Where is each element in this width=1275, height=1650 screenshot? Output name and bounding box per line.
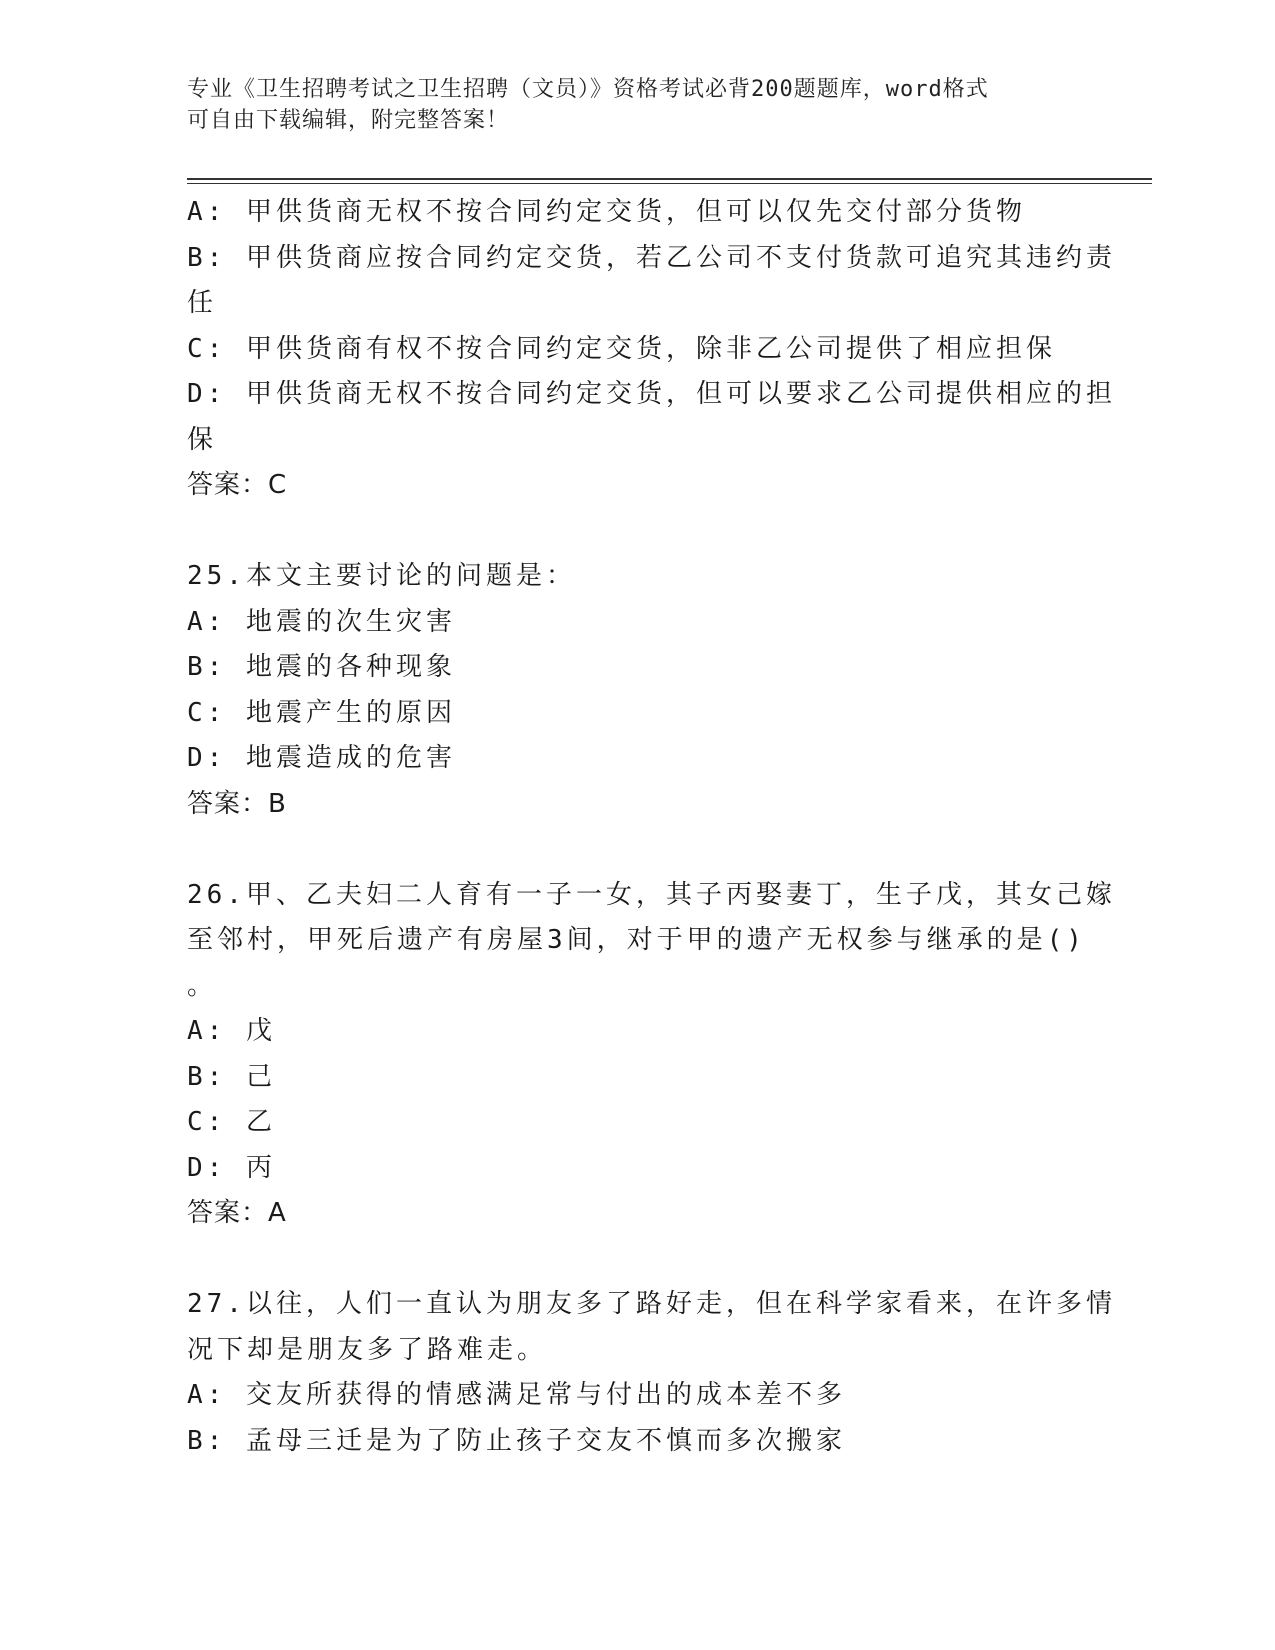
q24-option-b: B: 甲供货商应按合同约定交货，若乙公司不支付货款可追究其违约责 (187, 242, 1116, 273)
document-header (187, 74, 1087, 136)
q26-option-a: A: 戊 (187, 1016, 276, 1046)
header-line-1: 专业《卫生招聘考试之卫生招聘（文员）》资格考试必背200题题库，word格式 (187, 77, 989, 102)
document-body (187, 190, 1116, 1464)
question-25 (187, 554, 1087, 827)
q24-option-c: C: 甲供货商有权不按合同约定交货，除非乙公司提供了相应担保 (187, 333, 1056, 364)
q26-option-d: D: 丙 (187, 1152, 276, 1183)
q26-answer: 答案：A (187, 1198, 287, 1228)
q25-option-d: D: 地震造成的危害 (187, 743, 456, 773)
q27-option-a: A: 交友所获得的情感满足常与付出的成本差不多 (187, 1380, 846, 1410)
q26-stem: 26.甲、乙夫妇二人育有一子一女，其子丙娶妻丁，生子戊，其女己嫁 (187, 879, 1116, 910)
header-rule-thick (187, 178, 1152, 180)
spacer (187, 1237, 1087, 1283)
q25-option-b: B: 地震的各种现象 (187, 652, 456, 682)
question-27 (187, 1282, 1116, 1464)
q24-option-a: A: 甲供货商无权不按合同约定交货，但可以仅先交付部分货物 (187, 197, 1026, 227)
q25-option-a: A: 地震的次生灾害 (187, 606, 456, 637)
header-rule-thin (187, 183, 1152, 184)
q25-answer: 答案：B (187, 788, 287, 819)
q26-stem-end: 。 (187, 970, 218, 1001)
q27-stem: 27.以往，人们一直认为朋友多了路好走，但在科学家看来，在许多情 (187, 1289, 1116, 1319)
q26-option-c: C: 乙 (187, 1107, 276, 1137)
spacer (187, 827, 1087, 873)
q24-option-d: D: 甲供货商无权不按合同约定交货，但可以要求乙公司提供相应的担 (187, 379, 1116, 409)
q27-option-b: B: 孟母三迁是为了防止孩子交友不慎而多次搬家 (187, 1425, 846, 1456)
header-line-2: 可自由下载编辑，附完整答案！ (187, 108, 510, 133)
q25-option-c: C: 地震产生的原因 (187, 697, 456, 728)
question-24 (187, 190, 1116, 509)
q24-option-d-cont: 保 (187, 424, 218, 455)
q26-stem-cont: 至邻村，甲死后遗产有房屋3间，对于甲的遗产无权参与继承的是() (187, 925, 1086, 955)
q24-option-b-cont: 任 (187, 288, 218, 318)
q27-stem-cont: 况下却是朋友多了路难走。 (187, 1334, 548, 1365)
spacer (187, 509, 1087, 555)
q26-option-b: B: 己 (187, 1061, 276, 1092)
q25-stem: 25.本文主要讨论的问题是： (187, 561, 576, 591)
question-26 (187, 873, 1116, 1237)
q24-answer: 答案：C (187, 470, 288, 500)
